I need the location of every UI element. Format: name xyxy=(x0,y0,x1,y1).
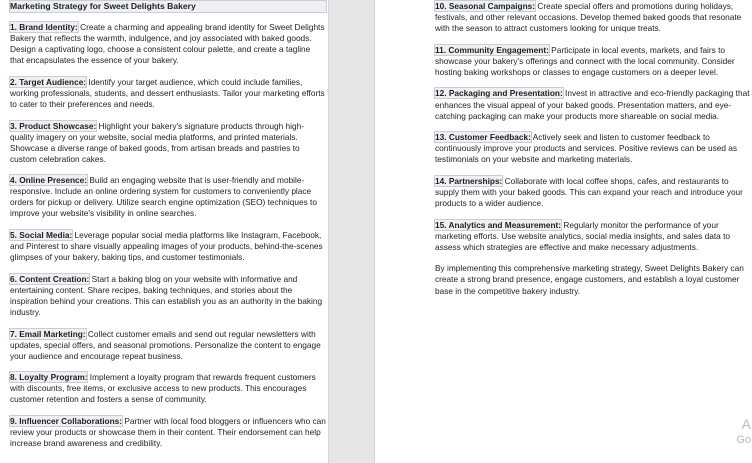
strategy-item-heading[interactable]: 15. Analytics and Measurement: xyxy=(435,219,562,230)
strategy-item xyxy=(10,77,326,110)
strategy-item xyxy=(435,176,750,209)
strategy-item-heading[interactable]: 14. Partnerships: xyxy=(435,175,503,186)
strategy-item-heading[interactable]: 8. Loyalty Program: xyxy=(10,372,88,383)
strategy-item-text: Highlight your bakery's signature products through high-quality imagery on your website, social media platforms, and printed materials. Showcase a diverse range of baked goods, from artisan breads and pastries to custom celebration cakes. xyxy=(10,120,304,164)
strategy-item-heading[interactable]: 7. Email Marketing: xyxy=(10,328,86,339)
strategy-item-heading[interactable]: 3. Product Showcase: xyxy=(10,120,97,131)
strategy-item-text: Create a charming and appealing brand identity for Sweet Delights Bakery that reflects the warmth, indulgence, and joy associated with baked goods. Design a captivating logo, choose a consistent colour palette, and create a tagline that encapsulates the essence of your bakery. xyxy=(10,22,325,66)
strategy-item-text: Identify your target audience, which could include families, working professionals, students, and dessert enthusiasts. Tailor your marketing efforts to cater to their preferences and needs. xyxy=(10,76,325,109)
strategy-item xyxy=(10,372,326,405)
strategy-item xyxy=(435,88,750,121)
conclusion-paragraph: By implementing this comprehensive marketing strategy, Sweet Delights Bakery can create a strong brand presence, engage customers, and establish a loyal customer base in the competitive bakery industry. xyxy=(435,263,744,296)
strategy-item-heading[interactable]: 1. Brand Identity: xyxy=(10,22,78,33)
document-page-right xyxy=(374,0,752,463)
strategy-item-heading[interactable]: 5. Social Media: xyxy=(10,230,73,241)
strategy-item xyxy=(10,274,326,318)
strategy-item-text: Create special offers and promotions during holidays, festivals, and other relevant occasions. Develop themed baked goods that resonate with the season to attract customers looking for unique treats. xyxy=(435,1,742,34)
strategy-item-text: Implement a loyalty program that rewards frequent customers with discounts, free items, or exclusive access to new products. This encourages customer retention and fosters a sense of community. xyxy=(10,372,316,405)
strategy-item-heading[interactable]: 10. Seasonal Campaigns: xyxy=(435,1,536,11)
strategy-item xyxy=(10,22,326,66)
document-page-left xyxy=(0,0,329,463)
strategy-item xyxy=(10,329,326,362)
page-content-left xyxy=(10,1,326,460)
strategy-item-heading[interactable]: 4. Online Presence: xyxy=(10,175,88,186)
strategy-item xyxy=(10,230,326,263)
strategy-item-heading[interactable]: 13. Customer Feedback: xyxy=(435,132,531,143)
strategy-item-heading[interactable]: 12. Packaging and Presentation: xyxy=(435,88,563,99)
document-title[interactable]: Marketing Strategy for Sweet Delights Bakery xyxy=(10,1,326,12)
strategy-item-text: Start a baking blog on your website with informative and entertaining content. Share recipes, baking techniques, and stories about the inspiration behind your creations. This can establish you as an authority in the baking industry. xyxy=(10,273,323,317)
strategy-item xyxy=(435,1,750,34)
strategy-item-text: Build an engaging website that is user-friendly and mobile-responsive. Include an online ordering system for customers to conveniently place orders for pickup or delivery. Utilize search engine optimization (SEO) techniques to improve your website's visibility in online searches. xyxy=(10,175,317,219)
strategy-item-heading[interactable]: 9. Influencer Collaborations: xyxy=(10,416,123,427)
strategy-item xyxy=(10,175,326,219)
watermark-line-1: A xyxy=(741,416,751,432)
strategy-item-heading[interactable]: 11. Community Engagement: xyxy=(435,44,549,55)
strategy-item-text: Leverage popular social media platforms like Instagram, Facebook, and Pinterest to share visually appealing images of your products, behind-the-scenes glimpses of your bakery, baking tips, and customer testimonials. xyxy=(10,230,323,263)
strategy-item-text: Actively seek and listen to customer feedback to continuously improve your products and services. Positive reviews can be used as testimonials on your website and marketing materials. xyxy=(435,132,738,165)
strategy-item-text: Collect customer emails and send out regular newsletters with updates, special offers, and seasonal promotions. Personalize the content to engage your audience and encourage repeat business. xyxy=(10,328,321,361)
watermark-line-2: Go xyxy=(736,434,751,446)
strategy-item xyxy=(435,220,750,253)
scroll-track[interactable] xyxy=(329,0,341,463)
strategy-item-heading[interactable]: 6. Content Creation: xyxy=(10,273,90,284)
strategy-item xyxy=(435,45,750,78)
page-content-right xyxy=(435,1,750,307)
strategy-item xyxy=(10,416,326,449)
strategy-item-heading[interactable]: 2. Target Audience: xyxy=(10,76,87,87)
strategy-item xyxy=(435,132,750,165)
strategy-item-text: Collaborate with local coffee shops, cafes, and restaurants to supply them with your baked goods. This can expand your reach and introduce your products to a wider audience. xyxy=(435,175,743,209)
strategy-item-text: Invest in attractive and eco-friendly packaging that enhances the visual appeal of your baked goods. Presentation matters, and eye-catching packaging can make your products more shareable on social media. xyxy=(435,88,750,121)
page-gutter xyxy=(329,0,373,463)
strategy-item xyxy=(10,121,326,165)
strategy-item-text: Partner with local food bloggers or influencers who can review your products or showcase them in their content. Their endorsement can help increase brand awareness and credibility. xyxy=(10,416,326,449)
strategy-item-text: Regularly monitor the performance of your marketing efforts. Use website analytics, social media insights, and sales data to assess which strategies are effective and make necessary adjustments. xyxy=(435,219,730,252)
strategy-item-text: Participate in local events, markets, and fairs to showcase your bakery's offerings and connect with the local community. Consider hosting baking workshops or classes to engage customers on a deeper level. xyxy=(435,44,735,77)
